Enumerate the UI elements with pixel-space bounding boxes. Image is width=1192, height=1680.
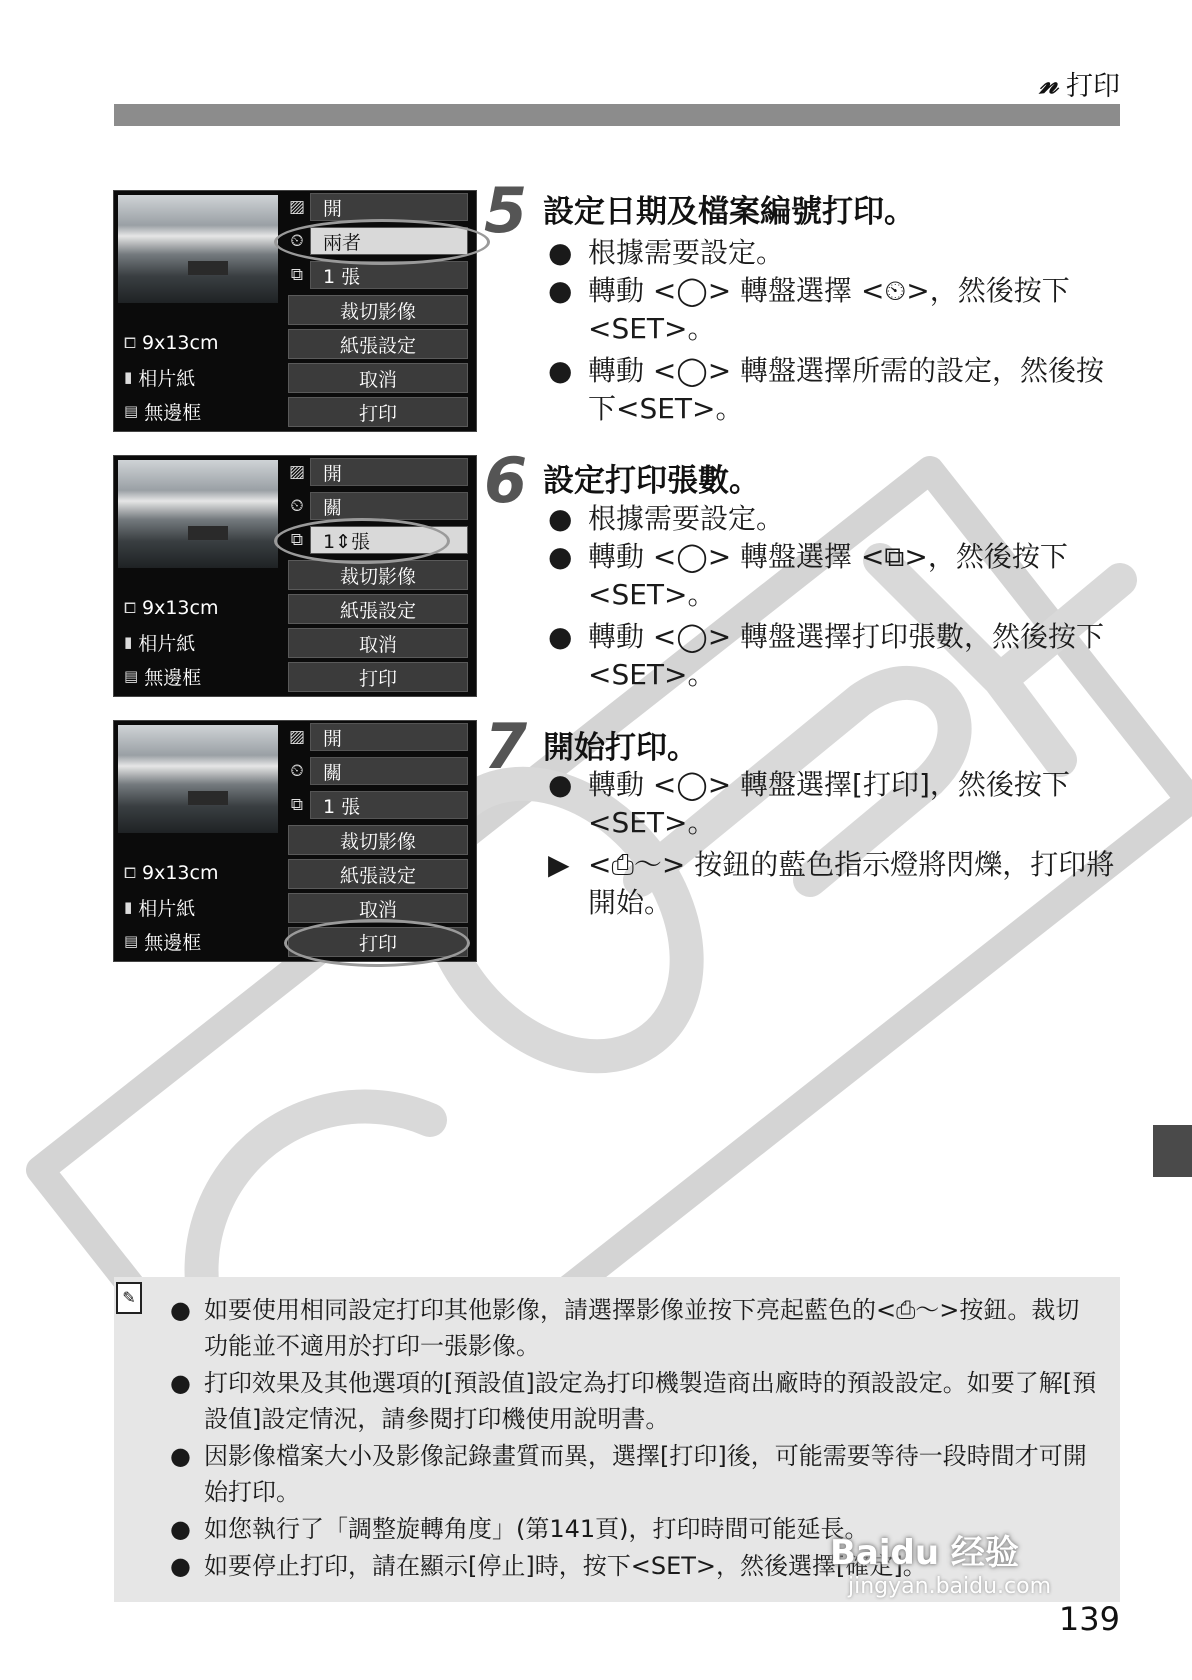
clock-icon: ⏲ [290,231,304,251]
memo-icon: ✎ [116,1282,142,1314]
highlight-oval [284,919,470,967]
copies-icon: ⧉ [290,795,304,815]
bullet-dot-icon: ● [548,540,573,573]
camera-screen-step5 [113,190,477,432]
side-thumb-tab [1153,1125,1192,1177]
header-bar [114,104,1120,126]
bullet-dot-icon: ● [548,354,573,387]
clock-icon: ⏲ [290,496,304,516]
photo-icon: ▨ [288,462,306,482]
step-result: ▶ <⎙〜> 按鈕的藍色指示燈將閃爍，打印將開始。 [548,848,1115,919]
paper-size-label: ⧠ 9x13cm [124,862,219,884]
clock-icon: ⏲ [290,761,304,781]
step-number: 5 [484,174,528,247]
note-item: ● 因影像檔案大小及影像記錄畫質而異，選擇[打印]後，可能需要等待一段時間才可開始打印。 [170,1438,1100,1510]
menu-row-date[interactable] [284,492,468,520]
step-bullet: ● 根據需要設定。 [548,500,1118,538]
menu-row-value: 開 [310,193,468,221]
trim-button[interactable]: 裁切影像 [288,825,468,855]
note-item: ● 如要使用相同設定打印其他影像，請選擇影像並按下亮起藍色的<⎙〜>按鈕。裁切功能並不適用於打印一張影像。 [170,1292,1100,1364]
step-bullet: ● 轉動 <◯> 轉盤選擇[打印]，然後按下<SET>。 [548,768,1070,839]
step-bullet: ● 根據需要設定。 [548,234,1118,272]
step-title: 設定日期及檔案編號打印。 [543,194,915,230]
menu-row-value: 1 張 [310,791,468,819]
layout-label: ▤ 無邊框 [124,401,202,424]
step-title: 設定打印張數。 [543,463,760,499]
paper-size-label: ⧠ 9x13cm [124,597,219,619]
trim-button[interactable]: 裁切影像 [288,295,468,325]
paper-type-label: ▮ 相片紙 [124,632,196,655]
baidu-watermark-url: jingyan.baidu.com [848,1574,1052,1599]
bullet-dot-icon: ● [548,502,573,535]
note-item: ● 如要停止打印，請在顯示[停止]時，按下<SET>，然後選擇[確定]。 [170,1548,1100,1584]
cancel-button[interactable]: 取消 [288,628,468,658]
menu-row-value: 1 張 [310,261,468,289]
bullet-dot-icon: ● [170,1552,191,1580]
paper-size-icon: ⧠ [124,864,137,882]
menu-row-copies[interactable] [284,791,468,819]
baidu-watermark: Baidu 经验 [830,1533,1019,1573]
step-title: 開始打印。 [543,730,698,766]
photo-thumbnail [118,725,278,833]
cancel-button[interactable]: 取消 [288,893,468,923]
paper-type-icon: ▮ [124,633,133,651]
photo-thumbnail [118,460,278,568]
step-bullet: ● 轉動 <◯> 轉盤選擇 <⧉>，然後按下<SET>。 [548,540,1068,611]
layout-label: ▤ 無邊框 [124,931,202,954]
trim-button[interactable]: 裁切影像 [288,560,468,590]
copies-icon: ⧉ [290,530,304,550]
note-item: ● 打印效果及其他選項的[預設值]設定為打印機製造商出廠時的預設設定。如要了解[預設值]設定情況，請參閱打印機使用說明書。 [170,1365,1100,1437]
bullet-dot-icon: ● [170,1369,191,1397]
camera-screen-step6 [113,455,477,697]
menu-row-effect[interactable] [284,458,468,486]
photo-icon: ▨ [288,197,306,217]
menu-row-value: 兩者 [310,227,468,255]
bullet-dot-icon: ● [170,1296,191,1324]
camera-screen-step7 [113,720,477,962]
menu-row-value: 關 [310,757,468,785]
paper-settings-button[interactable]: 紙張設定 [288,594,468,624]
bullet-dot-icon: ● [548,274,573,307]
menu-row-value: 開 [310,723,468,751]
photo-thumbnail [118,195,278,303]
print-button[interactable]: 打印 [288,397,468,427]
menu-row-value: 開 [310,458,468,486]
page-number: 139 [1058,1600,1120,1638]
cancel-button[interactable]: 取消 [288,363,468,393]
paper-settings-button[interactable]: 紙張設定 [288,859,468,889]
paper-type-label: ▮ 相片紙 [124,897,196,920]
menu-row-effect[interactable] [284,723,468,751]
result-arrow-icon: ▶ [548,848,570,881]
paper-settings-button[interactable]: 紙張設定 [288,329,468,359]
copies-icon: ⧉ [290,265,304,285]
bullet-dot-icon: ● [170,1515,191,1543]
paper-type-icon: ▮ [124,898,133,916]
highlight-oval [274,219,490,265]
print-button[interactable]: 打印 [288,927,468,957]
paper-size-icon: ⧠ [124,599,137,617]
step-number: 6 [484,444,528,517]
paper-size-label: ⧠ 9x13cm [124,332,219,354]
menu-row-value: 1⇕張 [310,526,468,554]
note-item: ● 如您執行了「調整旋轉角度」(第141頁)，打印時間可能延長。 [170,1511,1100,1547]
paper-size-icon: ⧠ [124,334,137,352]
layout-icon: ▤ [124,402,139,420]
menu-row-value: 關 [310,492,468,520]
bullet-dot-icon: ● [170,1442,191,1470]
photo-icon: ▨ [288,727,306,747]
step-bullet: ● 轉動 <◯> 轉盤選擇打印張數，然後按下<SET>。 [548,620,1105,691]
section-title-text: 打印 [1066,71,1120,102]
step-bullet: ● 轉動 <◯> 轉盤選擇所需的設定，然後按下<SET>。 [548,354,1105,425]
print-curve-icon: 𝓃 [1039,66,1058,101]
layout-icon: ▤ [124,932,139,950]
paper-type-label: ▮ 相片紙 [124,367,196,390]
layout-label: ▤ 無邊框 [124,666,202,689]
menu-row-copies[interactable] [284,261,468,289]
step-number: 7 [484,710,528,783]
step-bullet: ● 轉動 <◯> 轉盤選擇 <⏲>，然後按下<SET>。 [548,274,1070,345]
print-button[interactable]: 打印 [288,662,468,692]
bullet-dot-icon: ● [548,236,573,269]
bullet-dot-icon: ● [548,620,573,653]
layout-icon: ▤ [124,667,139,685]
bullet-dot-icon: ● [548,768,573,801]
paper-type-icon: ▮ [124,368,133,386]
menu-row-date[interactable] [284,757,468,785]
menu-row-effect[interactable] [284,193,468,221]
section-title [1040,64,1120,103]
highlight-oval [274,518,450,564]
